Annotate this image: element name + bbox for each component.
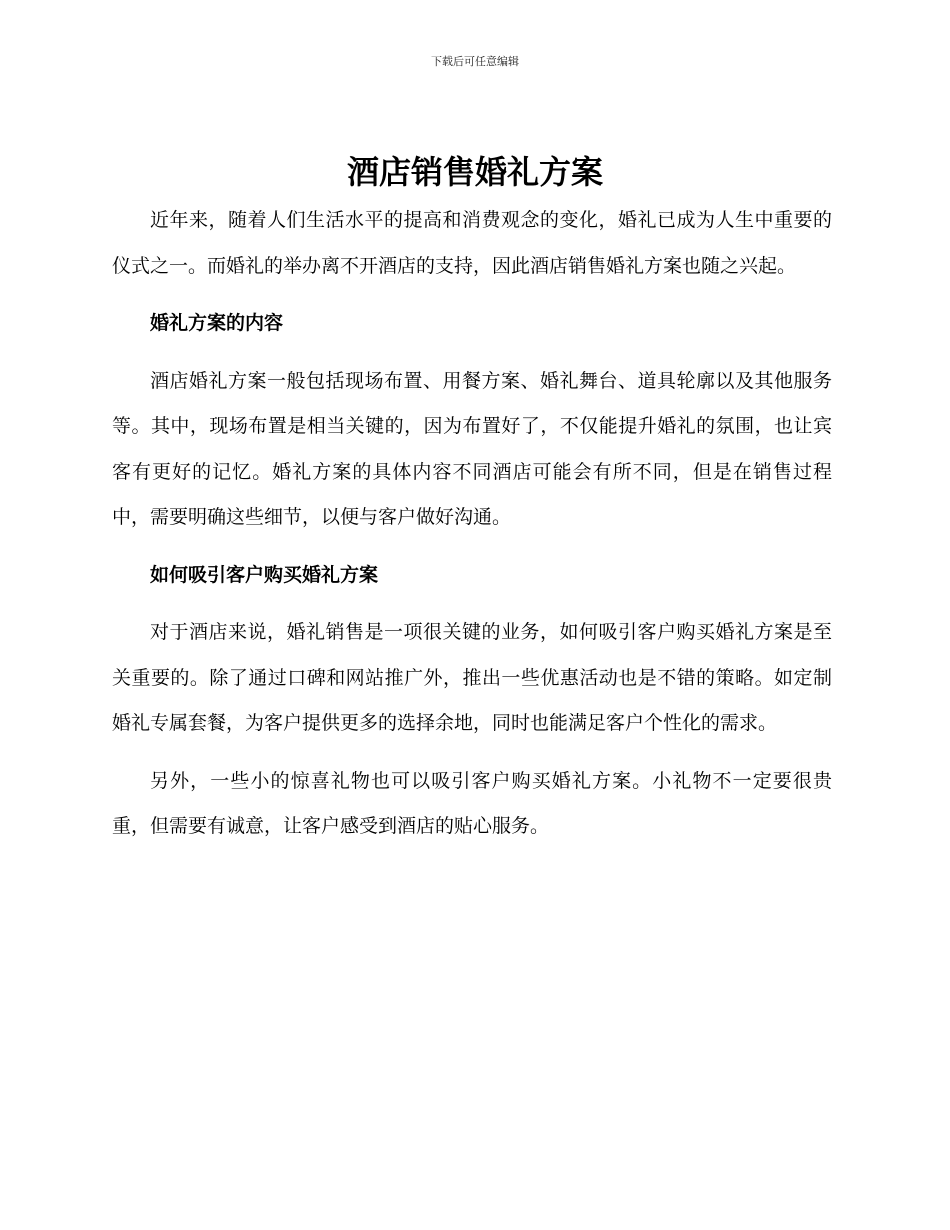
spacer <box>112 747 832 759</box>
section-heading-attract: 如何吸引客户购买婚礼方案 <box>150 563 379 586</box>
spacer <box>112 598 832 610</box>
section-heading-content: 婚礼方案的内容 <box>150 312 284 334</box>
section-attract-paragraph-1: 对于酒店来说，婚礼销售是一项很关键的业务，如何吸引客户购买婚礼方案是至关重要的。除了通过口碑和网站推广外，推出一些优惠活动也是不错的策略。如定制婚礼专属套餐，为客户提供更多的选择余地，同时也能满足客户个性化的需求。 <box>112 621 832 734</box>
header-note: 下载后可任意编辑 <box>431 55 519 68</box>
page-title: 酒店销售婚礼方案 <box>346 153 603 191</box>
document-body <box>112 198 832 850</box>
spacer <box>112 289 832 301</box>
section-content-paragraph: 酒店婚礼方案一般包括现场布置、用餐方案、婚礼舞台、道具轮廓以及其他服务等。其中，现场布置是相当关键的，因为布置好了，不仅能提升婚礼的氛围，也让宾客有更好的记忆。婚礼方案的具体内容不同酒店可能会有所不同，但是在销售过程中，需要明确这些细节，以便与客户做好沟通。 <box>112 369 832 528</box>
spacer <box>112 347 832 359</box>
intro-paragraph: 近年来，随着人们生活水平的提高和消费观念的变化，婚礼已成为人生中重要的仪式之一。而婚礼的举办离不开酒店的支持，因此酒店销售婚礼方案也随之兴起。 <box>112 209 832 277</box>
section-attract-paragraph-2: 另外，一些小的惊喜礼物也可以吸引客户购买婚礼方案。小礼物不一定要很贵重，但需要有诚意，让客户感受到酒店的贴心服务。 <box>112 769 832 837</box>
spacer <box>112 541 832 553</box>
